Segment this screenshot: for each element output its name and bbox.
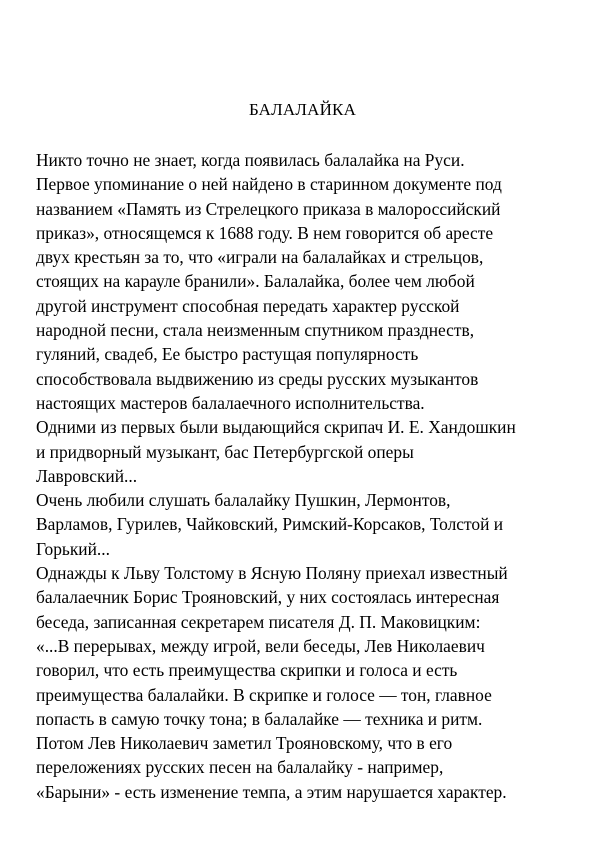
body-line: беседа, записанная секретарем писателя Д. П. Маковицким: [36,611,481,632]
body-line: Первое упоминание о ней найдено в старинном документе под [36,174,502,195]
body-line: и придворный музыкант, бас Петербургской оперы [36,441,414,462]
body-line: народной песни, стала неизменным спутником празднеств, [36,320,475,341]
body-line: балалаечник Борис Трояновский, у них состоялась интересная [36,587,500,608]
body-line: говорил, что есть преимущества скрипки и голоса и есть [36,660,458,681]
body-line: Потом Лев Николаевич заметил Трояновскому, что в его [36,733,453,754]
body-line: Однажды к Льву Толстому в Ясную Поляну приехал известный [36,563,508,584]
body-line: Горький... [36,538,110,559]
body-line: преимущества балалайки. В скрипке и голосе — тон, главное [36,684,492,705]
body-line: Никто точно не знает, когда появилась балалайка на Руси. [36,150,465,170]
document-title: БАЛАЛАЙКА [248,100,357,119]
body-line: Одними из первых были выдающийся скрипач И. Е. Хандошкин [36,417,516,438]
body-line: другой инструмент способная передать характер русской [36,295,460,316]
body-line: двух крестьян за то, что «играли на балалайках и стрельцов, [36,247,484,268]
body-line: «Барыни» - есть изменение темпа, а этим нарушается характер. [36,781,507,802]
body-line: Варламов, Гурилев, Чайковский, Римский-Корсаков, Толстой и [36,514,504,535]
body-line: настоящих мастеров балалаечного исполнительства. [36,392,425,413]
body-line: названием «Память из Стрелецкого приказа в малороссийский [36,198,501,219]
body-line: Лавровский... [36,465,138,486]
body-line: способствовала выдвижению из среды русских музыкантов [36,368,479,389]
body-line: Очень любили слушать балалайку Пушкин, Лермонтов, [36,490,451,511]
body-line: гуляний, свадеб, Ее быстро растущая популярность [36,344,419,365]
body-line: попасть в самую точку тона; в балалайке — техника и ритм. [36,708,483,729]
body-line: «...В перерывах, между игрой, вели беседы, Лев Николаевич [36,635,485,656]
document-body [36,148,576,804]
body-line: приказ», относящемся к 1688 году. В нем говорится об аресте [36,222,494,243]
body-line: переложениях русских песен на балалайку - например, [36,757,444,778]
body-line: стоящих на карауле бранили». Балалайка, более чем любой [36,271,475,292]
